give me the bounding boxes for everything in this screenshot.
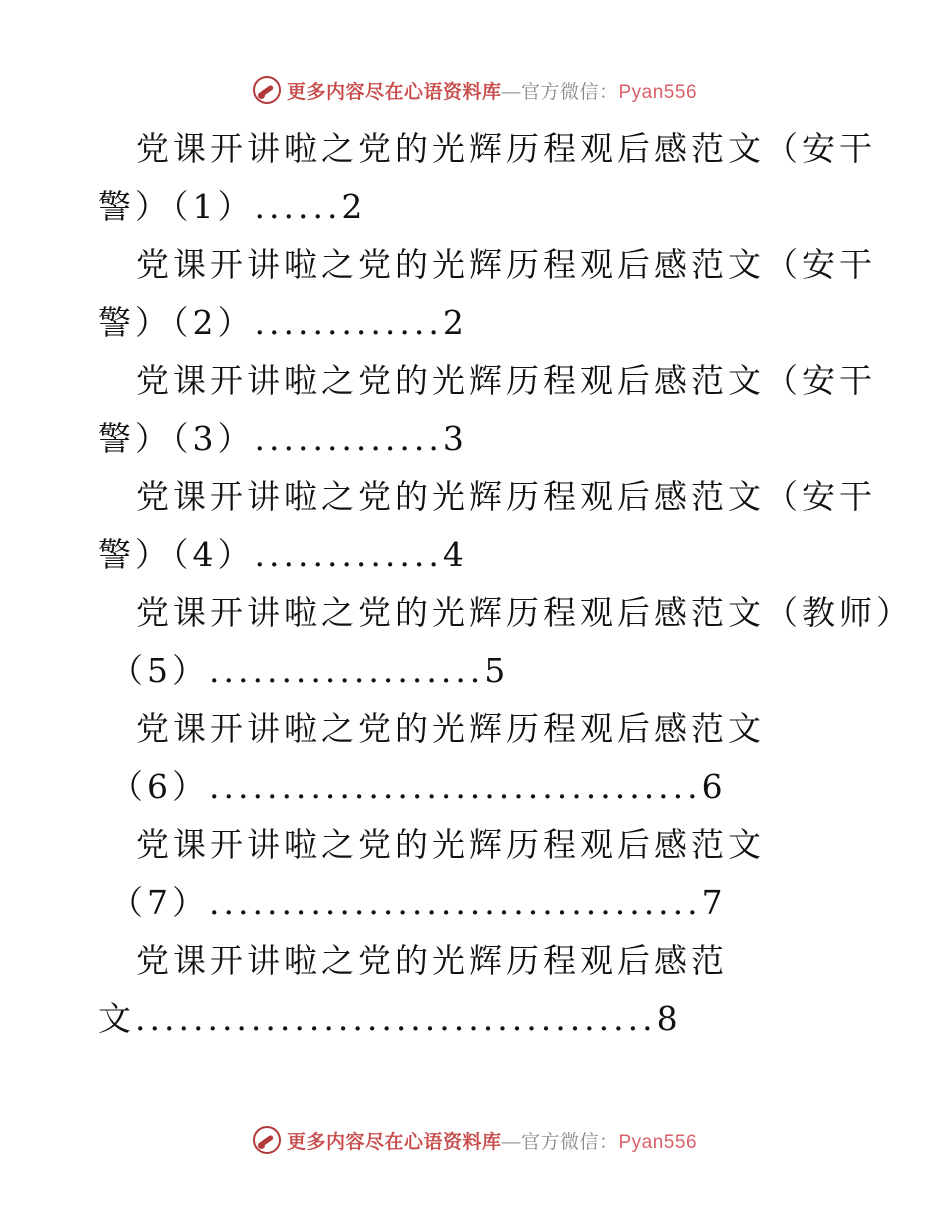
toc-entry-page-line: （6）..................................6 — [110, 767, 727, 806]
toc-entry-page-line: 文....................................8 — [98, 999, 682, 1038]
toc-entry-7[interactable] — [98, 816, 858, 932]
footer-wechat-id: Pyan556 — [618, 1131, 698, 1153]
toc-entry-page-line: 警）（2）.............2 — [98, 303, 468, 342]
toc-entry-2[interactable] — [98, 236, 876, 352]
toc-entry-title: 党课开讲啦之党的光辉历程观后感范 — [136, 941, 728, 980]
pen-logo-icon — [253, 1126, 281, 1154]
footer-banner — [0, 1122, 950, 1158]
header-site-text: 更多内容尽在心语资料库 — [286, 81, 502, 103]
header-separator: — — [501, 81, 521, 103]
toc-entry-page-line: 警）（3）.............3 — [98, 419, 468, 458]
pen-logo-icon — [253, 76, 281, 104]
toc-entry-4[interactable] — [98, 468, 876, 584]
footer-banner-text — [287, 1127, 697, 1154]
toc-entry-page-line: （7）..................................7 — [110, 883, 727, 922]
toc-entry-title: 党课开讲啦之党的光辉历程观后感范文（安干 — [136, 245, 876, 284]
table-of-contents — [98, 120, 913, 1048]
footer-official-label: 官方微信： — [520, 1131, 619, 1153]
header-banner-text — [287, 77, 697, 104]
toc-entry-8[interactable] — [98, 932, 858, 1048]
toc-entry-title: 党课开讲啦之党的光辉历程观后感范文（安干 — [136, 477, 876, 516]
toc-entry-3[interactable] — [98, 352, 876, 468]
toc-entry-page-line: 警）（1）......2 — [98, 187, 367, 226]
toc-entry-6[interactable] — [98, 700, 858, 816]
toc-entry-title: 党课开讲啦之党的光辉历程观后感范文 — [136, 709, 765, 748]
toc-entry-title: 党课开讲啦之党的光辉历程观后感范文（教师） — [136, 593, 913, 632]
toc-entry-title: 党课开讲啦之党的光辉历程观后感范文（安干 — [136, 361, 876, 400]
header-official-label: 官方微信： — [520, 81, 619, 103]
toc-entry-page-line: （5）...................5 — [110, 651, 510, 690]
toc-entry-5[interactable] — [98, 584, 913, 700]
toc-entry-title: 党课开讲啦之党的光辉历程观后感范文（安干 — [136, 129, 876, 168]
toc-entry-page-line: 警）（4）.............4 — [98, 535, 468, 574]
header-wechat-id: Pyan556 — [618, 81, 698, 103]
footer-separator: — — [501, 1131, 521, 1153]
header-banner — [0, 72, 950, 108]
footer-site-text: 更多内容尽在心语资料库 — [286, 1131, 502, 1153]
toc-entry-1[interactable] — [98, 120, 876, 236]
toc-entry-title: 党课开讲啦之党的光辉历程观后感范文 — [136, 825, 765, 864]
